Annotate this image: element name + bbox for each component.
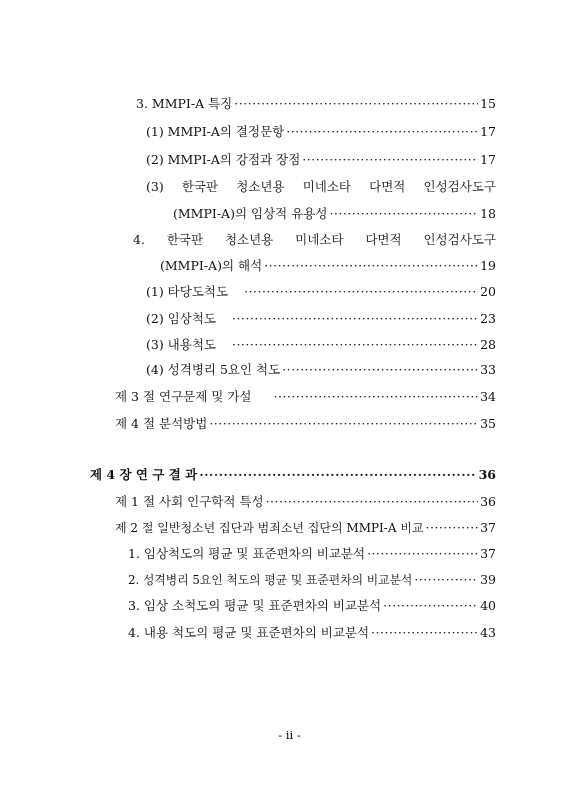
toc-entry-label: (3) 한국판 청소년용 미네소타 다면적 인성검사도구 xyxy=(146,179,496,194)
toc-entry xyxy=(146,284,496,300)
toc-entry-page: 17 xyxy=(480,152,496,167)
toc-entry-page: 20 xyxy=(480,284,496,299)
toc-entry-page: 33 xyxy=(480,362,496,377)
toc-entry-page: 40 xyxy=(480,598,496,613)
dot-leader xyxy=(302,152,478,168)
toc-entry-label: 제 4 절 분석방법 xyxy=(115,416,208,431)
toc-chapter-entry xyxy=(90,467,496,483)
toc-entry-page: 23 xyxy=(480,311,496,326)
toc-entry xyxy=(115,520,496,536)
toc-entry xyxy=(146,152,496,168)
dot-leader xyxy=(209,416,478,432)
toc-entry-page: 36 xyxy=(478,467,496,482)
toc-entry-label: (1) MMPI-A의 결정문항 xyxy=(146,124,285,139)
toc-entry xyxy=(133,232,496,248)
toc-entry xyxy=(128,625,496,641)
toc-entry xyxy=(128,572,496,588)
toc-entry xyxy=(146,124,496,140)
dot-leader xyxy=(232,311,478,327)
toc-entry xyxy=(173,206,496,222)
toc-entry-page: 15 xyxy=(480,96,496,111)
dot-leader xyxy=(426,520,479,536)
toc-entry-page: 18 xyxy=(480,206,496,221)
toc-entry-label: (MMPI-A)의 해석 xyxy=(160,258,263,273)
toc-entry-page: 19 xyxy=(480,258,496,273)
toc-entry xyxy=(146,311,496,327)
toc-entry-page: 17 xyxy=(480,124,496,139)
toc-entry-label: 제 2 절 일반청소년 집단과 범죄소년 집단의 MMPI-A 비교 xyxy=(115,521,424,535)
toc-entry-label: 4. 내용 척도의 평균 및 표준편차의 비교분석 xyxy=(128,625,370,640)
toc-entry-label: 제 4 장 연 구 결 과 xyxy=(90,467,198,482)
dot-leader xyxy=(234,96,478,112)
toc-entry-page: 37 xyxy=(480,546,496,561)
toc-entry-label: 제 3 절 연구문제 및 가설 xyxy=(115,389,252,404)
toc-entry-label: 1. 임상척도의 평균 및 표준편차의 비교분석 xyxy=(128,546,366,561)
toc-entry xyxy=(136,96,496,112)
dot-leader xyxy=(232,337,478,353)
toc-entry-label: 제 1 절 사회 인구학적 특성 xyxy=(115,494,264,509)
toc-entry xyxy=(128,546,496,562)
toc-entry xyxy=(160,258,496,274)
toc-entry-label: (MMPI-A)의 임상적 유용성 xyxy=(173,206,328,221)
dot-leader xyxy=(286,124,478,140)
toc-entry-label: (4) 성격병리 5요인 척도 xyxy=(146,362,281,377)
toc-entry-label: 3. 임상 소척도의 평균 및 표준편차의 비교분석 xyxy=(128,598,382,613)
toc-entry-page: 28 xyxy=(480,337,496,352)
dot-leader xyxy=(266,494,479,510)
dot-leader xyxy=(329,206,478,222)
toc-entry xyxy=(146,179,496,195)
toc-entry-label: (2) 임상척도 xyxy=(146,311,216,326)
toc-entry-label: (2) MMPI-A의 강점과 장점 xyxy=(146,152,301,167)
toc-entry-page: 34 xyxy=(480,389,496,404)
toc-entry xyxy=(146,337,496,353)
dot-leader xyxy=(244,284,478,300)
toc-entry xyxy=(115,389,496,405)
toc-entry xyxy=(128,598,496,614)
toc-entry-page: 39 xyxy=(480,572,496,587)
dot-leader xyxy=(282,362,478,378)
toc-entry-page: 37 xyxy=(480,520,496,535)
toc-entry-label: 2. 성격병리 5요인 척도의 평균 및 표준편차의 비교분석 xyxy=(128,573,413,587)
toc-entry-page: 36 xyxy=(480,494,496,509)
dot-leader xyxy=(383,598,478,614)
toc-entry-label: 3. MMPI-A 특징 xyxy=(136,96,233,111)
dot-leader xyxy=(414,572,478,588)
toc-entry-label: (1) 타당도척도 xyxy=(146,284,229,299)
toc-entry xyxy=(115,494,496,510)
toc-entry xyxy=(146,362,496,378)
toc-entry xyxy=(115,416,496,432)
toc-entry-label: 4. 한국판 청소년용 미네소타 다면적 인성검사도구 xyxy=(133,232,496,247)
toc-entry-page: 35 xyxy=(480,416,496,431)
dot-leader xyxy=(274,389,479,405)
dot-leader xyxy=(371,625,478,641)
toc-entry-label: (3) 내용척도 xyxy=(146,337,216,352)
page-number-footer: - ii - xyxy=(278,728,301,742)
dot-leader xyxy=(264,258,478,274)
toc-entry-page: 43 xyxy=(480,625,496,640)
dot-leader xyxy=(367,546,478,562)
dot-leader xyxy=(199,467,476,483)
